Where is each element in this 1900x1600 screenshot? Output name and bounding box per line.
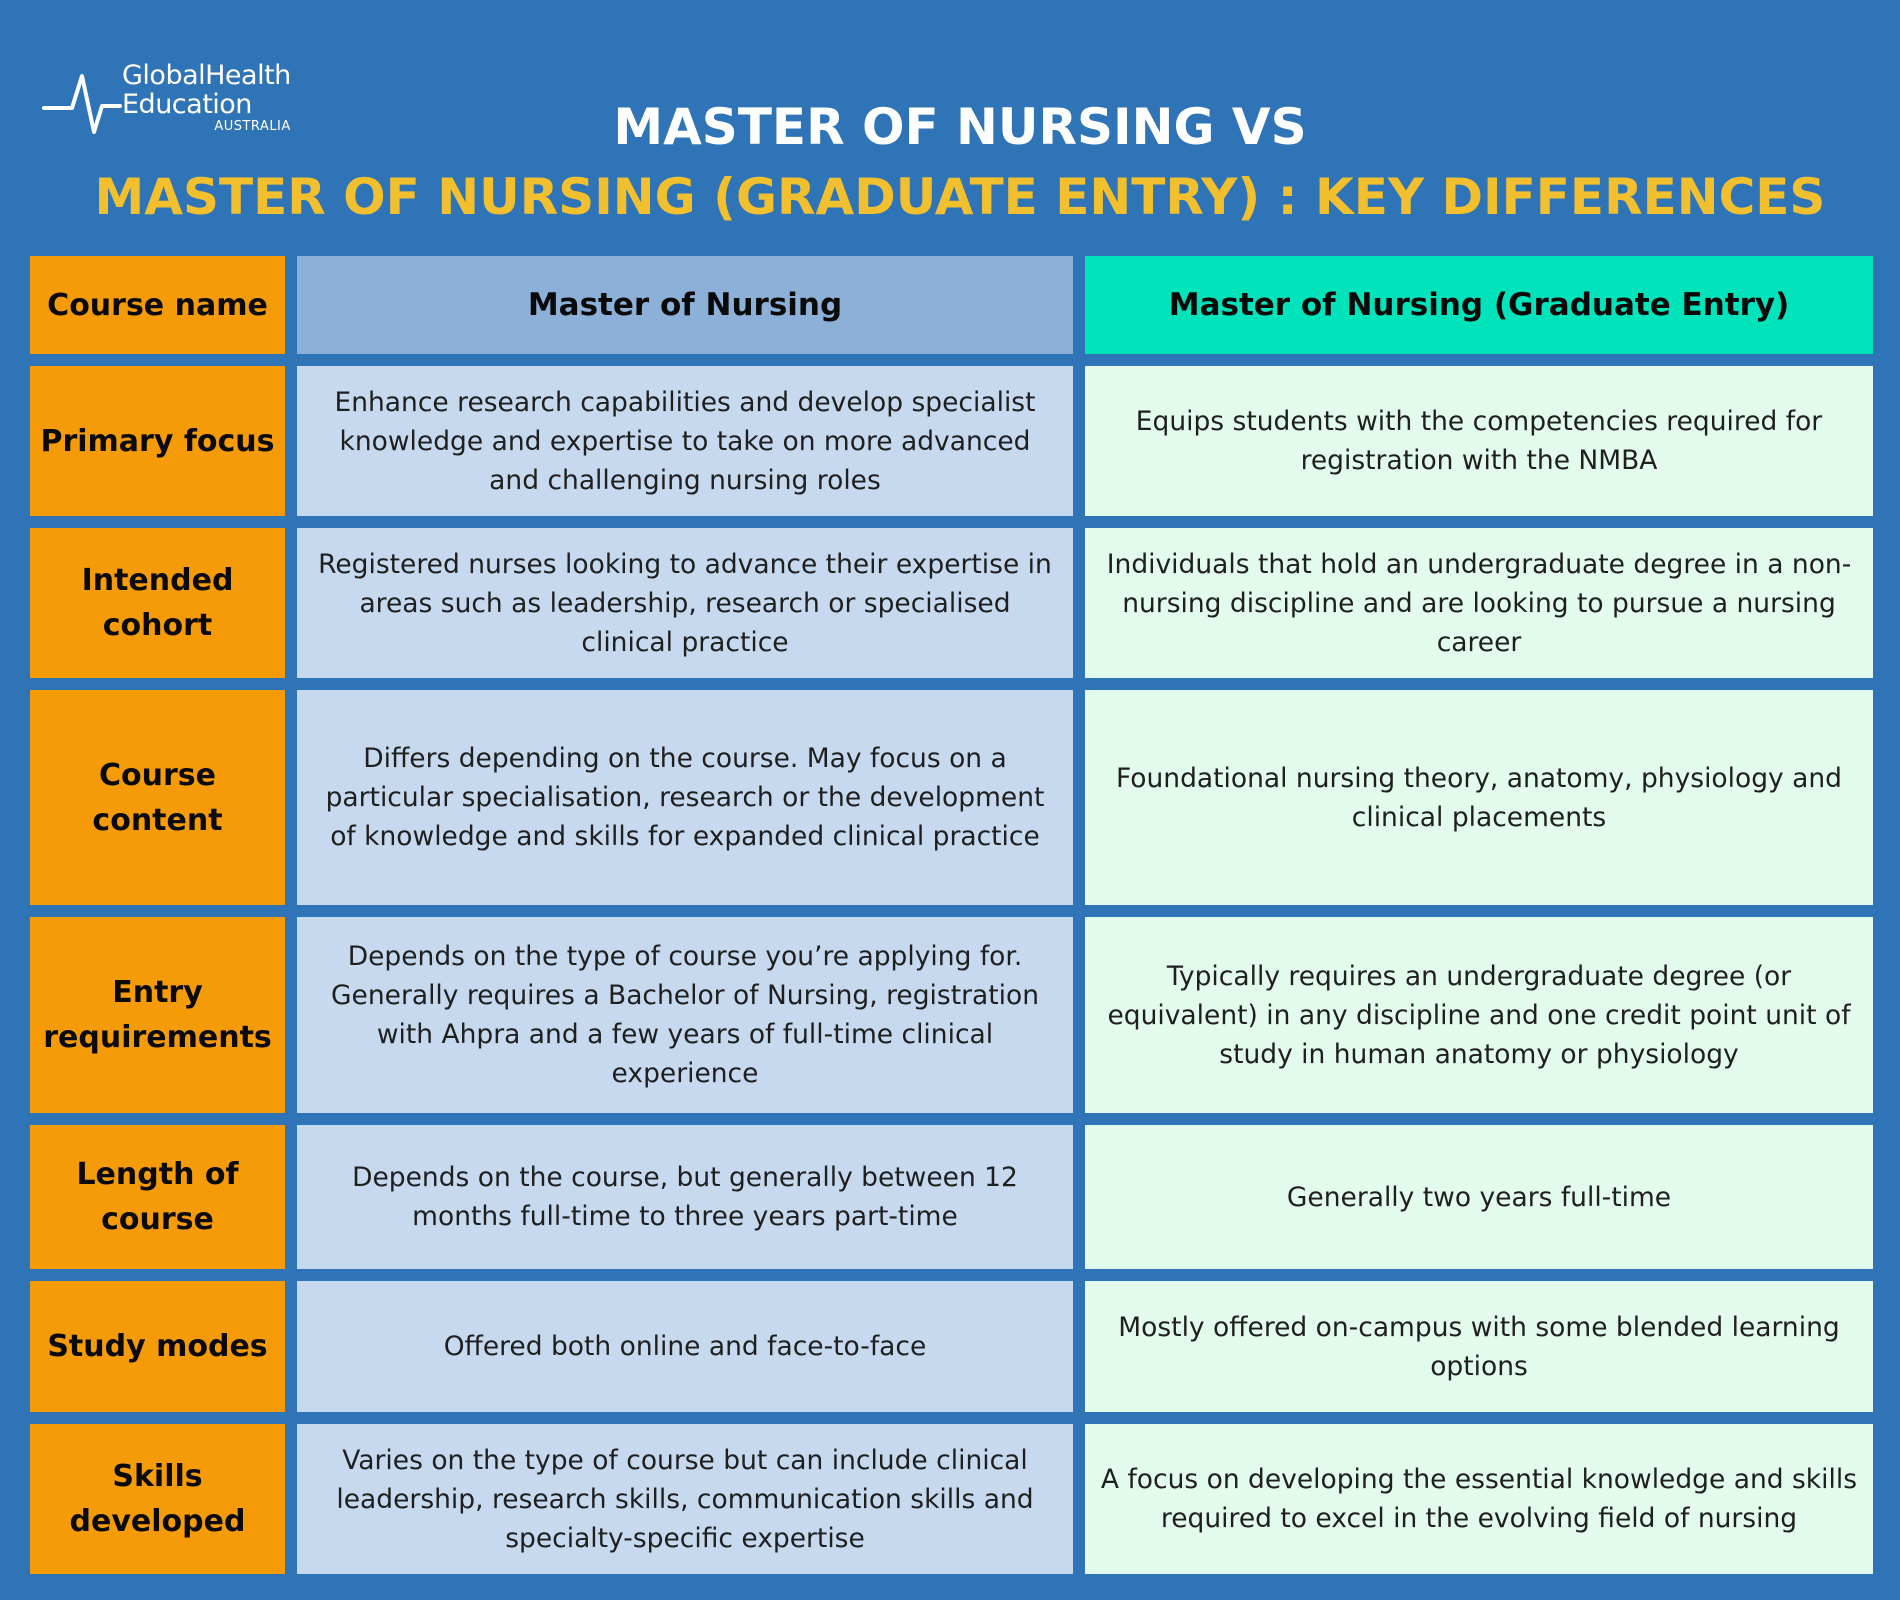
header-graduate-entry: Master of Nursing (Graduate Entry) xyxy=(1085,256,1873,354)
cell-graduate-intended-cohort: Individuals that hold an undergraduate degree in a non-nursing discipline and are looking to pursue a nursing career xyxy=(1085,528,1873,678)
cell-master-study-modes: Offered both online and face-to-face xyxy=(297,1281,1073,1412)
cell-graduate-entry-requirements: Typically requires an undergraduate degree (or equivalent) in any discipline and one credit point unit of study in human anatomy or physiology xyxy=(1085,917,1873,1113)
cell-master-intended-cohort: Registered nurses looking to advance their expertise in areas such as leadership, research or specialised clinical practice xyxy=(297,528,1073,678)
logo-country: AUSTRALIA xyxy=(214,119,291,134)
row-label-course-content: Course content xyxy=(30,690,285,905)
cell-master-skills-developed: Varies on the type of course but can include clinical leadership, research skills, communication skills and specialty-specific expertise xyxy=(297,1424,1073,1574)
comparison-table xyxy=(30,256,1873,1574)
row-label-primary-focus: Primary focus xyxy=(30,366,285,516)
header-label: Course name xyxy=(30,256,285,354)
page-title-line1: MASTER OF NURSING VS xyxy=(613,98,1307,156)
cell-master-length-of-course: Depends on the course, but generally between 12 months full-time to three years part-time xyxy=(297,1125,1073,1269)
row-label-entry-requirements: Entry requirements xyxy=(30,917,285,1113)
cell-graduate-course-content: Foundational nursing theory, anatomy, physiology and clinical placements xyxy=(1085,690,1873,905)
cell-master-course-content: Differs depending on the course. May focus on a particular specialisation, research or the development of knowledge and skills for expanded clinical practice xyxy=(297,690,1073,905)
page-title-line2: MASTER OF NURSING (GRADUATE ENTRY) : KEY DIFFERENCES xyxy=(94,168,1826,226)
row-label-study-modes: Study modes xyxy=(30,1281,285,1412)
cell-graduate-skills-developed: A focus on developing the essential knowledge and skills required to excel in the evolving field of nursing xyxy=(1085,1424,1873,1574)
cell-graduate-length-of-course: Generally two years full-time xyxy=(1085,1125,1873,1269)
header-master-of-nursing: Master of Nursing xyxy=(297,256,1073,354)
logo-name-line2: Education xyxy=(122,89,252,120)
cell-master-entry-requirements: Depends on the type of course you’re applying for. Generally requires a Bachelor of Nursing, registration with Ahpra and a few years of full-time clinical experience xyxy=(297,917,1073,1113)
cell-graduate-primary-focus: Equips students with the competencies required for registration with the NMBA xyxy=(1085,366,1873,516)
cell-graduate-study-modes: Mostly offered on-campus with some blended learning options xyxy=(1085,1281,1873,1412)
row-label-length-of-course: Length of course xyxy=(30,1125,285,1269)
cell-master-primary-focus: Enhance research capabilities and develop specialist knowledge and expertise to take on more advanced and challenging nursing roles xyxy=(297,366,1073,516)
logo-name-line1: GlobalHealth xyxy=(122,60,291,91)
row-label-skills-developed: Skills developed xyxy=(30,1424,285,1574)
row-label-intended-cohort: Intended cohort xyxy=(30,528,285,678)
